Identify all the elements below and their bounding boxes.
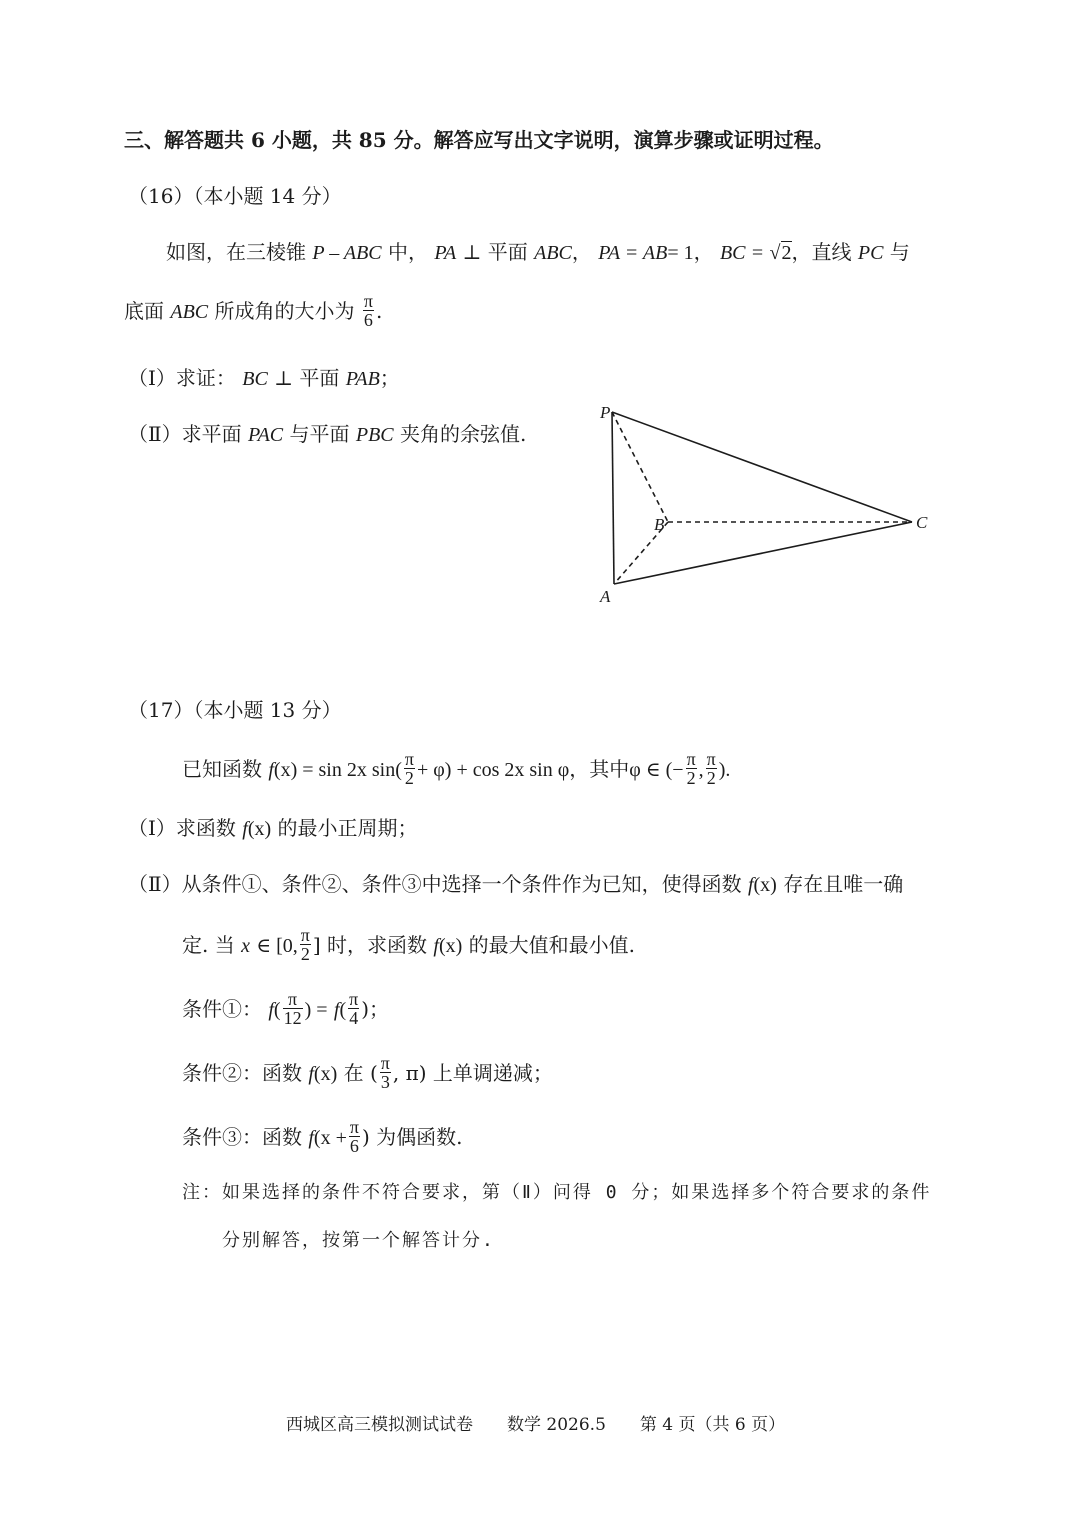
q17-condition-3: 条件③：函数 f(x + $\frac{\pi}{6}$ ) 为偶函数. [182,1117,463,1156]
q16-part1: （Ⅰ）求证： BC ⊥ 平面 PAB； [128,366,400,390]
page-footer: 西城区高三模拟测试试卷 数学 2026.5 第 4 页（共 6 页） [286,1415,786,1435]
vertex-label-b: B [654,515,665,534]
q17-condition-2: 条件②：函数 f(x) 在 ( $\frac{\pi}{3}$ , π) 上单调递减； [182,1053,553,1092]
fraction-pi-over-2: $\frac{\pi}{2}$ [706,749,716,788]
q17-note-line1: 注：如果选择的条件不符合要求，第（Ⅱ）问得 0 分；如果选择多个符合要求的条件 [182,1182,932,1203]
q17-note-line2: 分别解答，按第一个解答计分. [222,1230,495,1251]
edge-pb [612,412,668,522]
fraction-pi-over-6: $\frac{\pi}{6}$ [363,291,373,330]
q17-number: （17）（本小题 13 分） [128,698,342,722]
fraction-pi-over-4: $\frac{\pi}{4}$ [349,989,359,1028]
fraction-pi-over-2: $\frac{\pi}{2}$ [300,925,310,964]
vertex-label-a: A [600,587,611,606]
fraction-pi-over-12: $\frac{\pi}{12}$ [283,989,302,1028]
q17-condition-1: 条件①： f( $\frac{\pi}{12}$ ) = f( $\frac{\pi}{4}$ )； [182,989,390,1028]
q16-number: （16）（本小题 14 分） [128,184,342,208]
pyramid-figure [590,396,940,610]
fraction-pi-over-2: $\frac{\pi}{2}$ [686,749,696,788]
q17-stem: 已知函数 f(x) = sin 2x sin( $\frac{\pi}{2}$ + φ) + cos 2x sin φ，其中φ ∈ (− $\frac{\pi}{2}$ , $\frac{\pi}{2}$ ). [182,749,731,788]
section-header: 三、解答题共 6 小题，共 85 分。解答应写出文字说明，演算步骤或证明过程。 [124,128,834,152]
q16-part2: （Ⅱ）求平面 PAC 与平面 PBC 夹角的余弦值. [128,422,527,446]
edge-pc [612,412,912,522]
q17-part2-line2: 定. 当 x ∈ [0, $\frac{\pi}{2}$ ] 时，求函数 f(x) 的最大值和最小值. [182,925,636,964]
fraction-pi-over-3: $\frac{\pi}{3}$ [380,1053,390,1092]
q16-stem-line1: 如图，在三棱锥 P – ABC 中， PA ⊥ 平面 ABC， PA = AB= 1， BC = √2，直线 PC 与 [166,240,910,264]
edge-pa [612,412,614,584]
q17-part2-line1: （Ⅱ）从条件①、条件②、条件③中选择一个条件作为已知，使得函数 f(x) 存在且唯一确 [128,872,904,896]
vertex-label-p: P [600,403,611,422]
q17-part1: （Ⅰ）求函数 f(x) 的最小正周期； [128,816,418,840]
vertex-label-c: C [916,513,928,532]
fraction-pi-over-6: $\frac{\pi}{6}$ [349,1117,359,1156]
q16-stem-line2: 底面 ABC 所成角的大小为 $\frac{\pi}{6}$ . [124,291,383,330]
fraction-pi-over-2: $\frac{\pi}{2}$ [404,749,414,788]
